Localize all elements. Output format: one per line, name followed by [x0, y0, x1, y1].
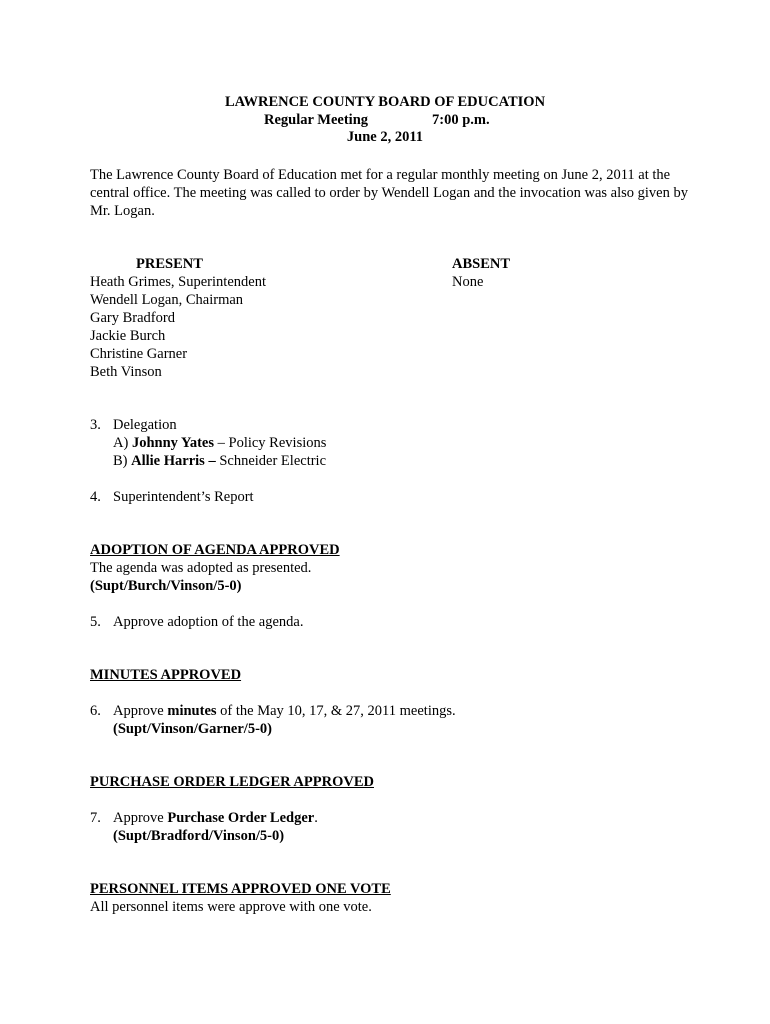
adoption-vote: (Supt/Burch/Vinson/5-0) — [90, 578, 242, 594]
item-number: 6. — [90, 703, 101, 719]
meeting-type: Regular Meeting — [264, 112, 369, 128]
present-heading: PRESENT — [136, 256, 203, 272]
delegate-name: Allie Harris – — [131, 453, 216, 469]
item-text-bold: Purchase Order Ledger — [167, 810, 315, 826]
present-member: Heath Grimes, Superintendent — [90, 274, 266, 290]
item-number: 3. — [90, 417, 101, 433]
item-6-vote: (Supt/Vinson/Garner/5-0) — [113, 721, 272, 737]
adoption-heading: ADOPTION OF AGENDA APPROVED — [90, 542, 340, 558]
item-number: 7. — [90, 810, 101, 826]
delegate-name: Johnny Yates — [131, 435, 214, 451]
delegate-topic: Schneider Electric — [215, 453, 327, 469]
item-text-pre: Approve — [113, 703, 168, 719]
personnel-heading: PERSONNEL ITEMS APPROVED ONE VOTE — [90, 881, 391, 897]
item-text-post: . — [314, 810, 318, 826]
meeting-time: 7:00 p.m. — [432, 112, 490, 128]
item-label: Superintendent’s Report — [113, 489, 254, 505]
present-member: Jackie Burch — [90, 328, 166, 344]
purchase-heading: PURCHASE ORDER LEDGER APPROVED — [90, 774, 374, 790]
item-7 — [90, 809, 318, 827]
item-number: 4. — [90, 489, 101, 505]
absent-heading: ABSENT — [452, 256, 511, 272]
item-4 — [90, 488, 254, 506]
item-label: Approve adoption of the agenda. — [113, 614, 304, 630]
delegation-marker: A) — [113, 435, 129, 451]
delegation-a — [113, 434, 326, 452]
minutes-heading: MINUTES APPROVED — [90, 667, 242, 683]
item-6 — [90, 702, 456, 720]
absent-member: None — [452, 274, 484, 290]
delegation-marker: B) — [113, 453, 128, 469]
org-title: LAWRENCE COUNTY BOARD OF EDUCATION — [224, 94, 546, 110]
delegation-b — [113, 452, 326, 470]
item-3 — [90, 416, 177, 434]
item-7-vote: (Supt/Bradford/Vinson/5-0) — [113, 828, 285, 844]
item-text-bold: minutes — [167, 703, 217, 719]
delegate-topic: – Policy Revisions — [214, 435, 327, 451]
intro-paragraph: The Lawrence County Board of Education met for a regular monthly meeting on June 2, 2011 at the central office. The meeting was called to order by Wendell Logan and the invocation was also given by Mr. Logan. — [90, 167, 688, 219]
meeting-date: June 2, 2011 — [346, 129, 424, 145]
item-label: Delegation — [113, 417, 177, 433]
item-5 — [90, 613, 303, 631]
present-member: Christine Garner — [90, 346, 188, 362]
present-member: Gary Bradford — [90, 310, 175, 326]
adoption-text: The agenda was adopted as presented. — [90, 560, 312, 576]
present-member: Wendell Logan, Chairman — [90, 292, 244, 308]
personnel-text: All personnel items were approve with one vote. — [90, 899, 372, 915]
present-member: Beth Vinson — [90, 364, 162, 380]
item-text-pre: Approve — [113, 810, 168, 826]
item-number: 5. — [90, 614, 101, 630]
item-text-post: of the May 10, 17, & 27, 2011 meetings. — [216, 703, 456, 719]
